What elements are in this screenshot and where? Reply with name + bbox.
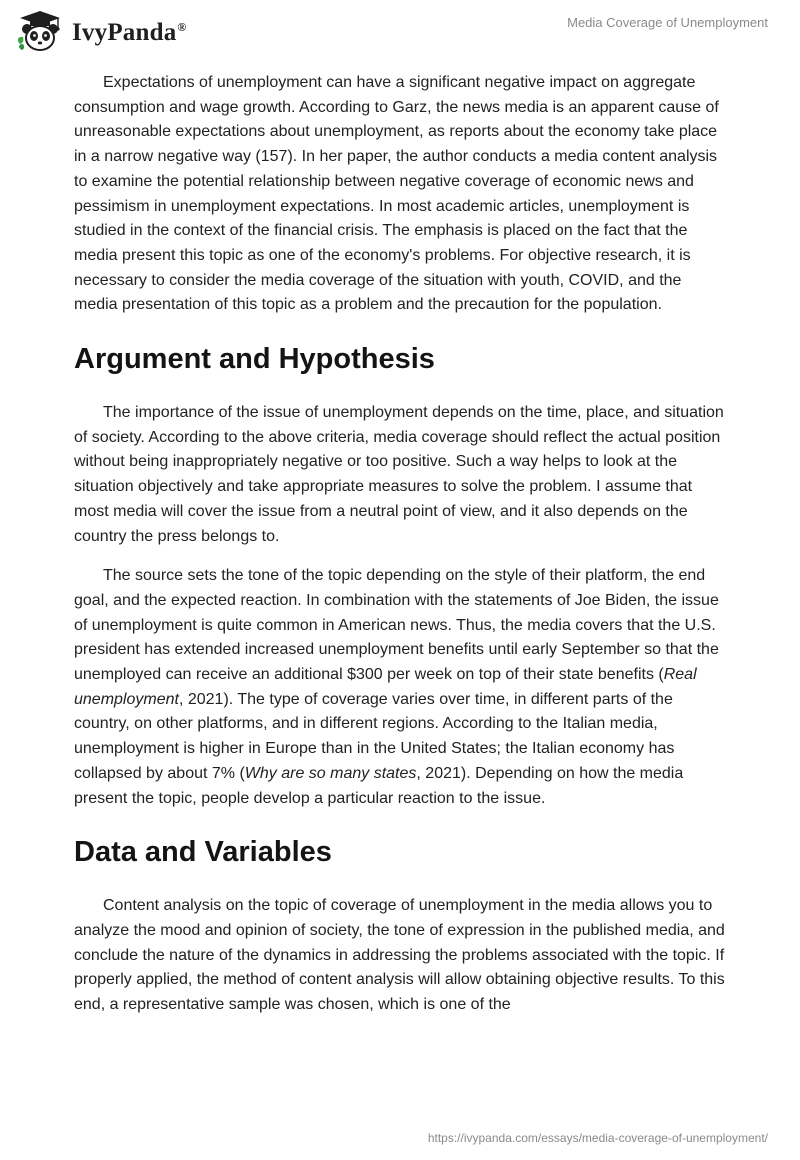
page-header [0,0,800,62]
brand-name: IvyPanda® [72,19,187,46]
citation-real-unemployment: Real unemployment [74,666,697,708]
panda-graduate-icon [14,10,66,54]
section-heading-argument: Argument and Hypothesis [74,343,435,376]
argument-paragraph-1: The importance of the issue of unemployment depends on the time, place, and situation of society. According to the above criteria, media coverage should reflect the actual position without being inappropriately negative or too positive. Such a way helps to look at the situation objectively and take appropriate measures to solve the problem. I assume that most media will cover the issue from a neutral point of view, and it also depends on the country the press belongs to. [74,404,724,545]
section-heading-data: Data and Variables [74,836,332,869]
running-title: Media Coverage of Unemployment [567,15,768,30]
ivypanda-logo[interactable] [14,10,187,54]
essay-content [74,71,728,1033]
intro-paragraph: Expectations of unemployment can have a significant negative impact on aggregate consumption and wage growth. According to Garz, the news media is an apparent cause of unreasonable expectations about unemployment, as reports about the economy take place in a narrow negative way (157). In her paper, the author conducts a media content analysis to examine the potential relationship between negative coverage of economic news and pessimism in unemployment expectations. In most academic articles, unemployment is studied in the context of the financial crisis. The emphasis is placed on the fact that the media present this topic as one of the economy's problems. For objective research, it is necessary to consider the media coverage of the situation with youth, COVID, and the media presentation of this topic as a problem and the precaution for the population. [74,74,719,314]
citation-why-are-so-many-states: Why are so many states [244,764,417,782]
data-paragraph-1: Content analysis on the topic of coverage of unemployment in the media allows you to analyze the mood and opinion of society, the tone of expression in the published media, and conclude the nature of the dynamics in addressing the problems associated with the topic. If properly applied, the method of content analysis will allow obtaining objective results. To this end, a representative sample was chosen, which is one of the [74,897,725,1014]
footer-url-link[interactable]: https://ivypanda.com/essays/media-coverage-of-unemployment/ [427,1131,768,1145]
argument-paragraph-2: The source sets the tone of the topic depending on the style of their platform, the end goal, and the expected reaction. In combination with the statements of Joe Biden, the issue of unemployment is quite common in American news. Thus, the media covers that the U.S. president has extended increased unemployment benefits until early September so that the unemployed can receive an additional $300 per week on top of their state benefits (Real unemployment, 2021). The type of coverage varies over time, in different parts of the country, on other platforms, and in different regions. According to the Italian media, unemployment is higher in Europe than in the United States; the Italian economy has collapsed by about 7% (Why are so many states, 2021). Depending on how the media present the topic, people develop a particular reaction to the issue. [74,567,719,807]
